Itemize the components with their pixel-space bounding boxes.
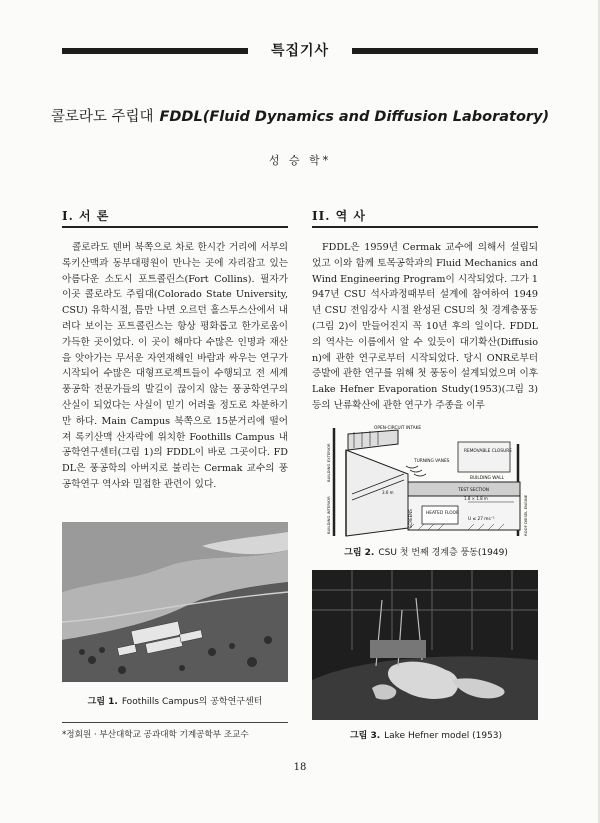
article-title	[40, 105, 560, 126]
figure-3-text: Lake Hefner model (1953)	[384, 731, 503, 741]
author-footnote: *정회원 · 부산대학교 공과대학 기계공학부 조교수	[62, 730, 249, 740]
figure-1-label: 그림 1.	[87, 697, 118, 707]
figure-1-caption	[62, 694, 288, 707]
lake-hefner-model-photo	[312, 570, 538, 720]
label-velocity: U ≤ 27 ms⁻¹	[468, 517, 495, 522]
section-heading-history: II. 역 사	[312, 209, 366, 223]
paragraph: 콜로라도 덴버 북쪽으로 차로 한시간 거리에 서부의 록키산맥과 동부대평원이 만나는 곳에 자리잡고 있는 아름다운 소도시 포트콜린스(Fort Collins). 필자가 이곳 콜로라도 주립대(Colorado State University, CSU) 유학시절, 틈만 나면 오르던 홀스투스산에서 내려다 보이는 포트콜린스는 항상 평화롭고 한가로움이 가득한 곳이었다. 이 곳이 해마다 수많은 인명과 재산을 앗아가는 무서운 자연재해인 바람과 싸우는 연구가 시작되어 수많은 대형프로젝트들이 수행되고 전 세계 풍공학 전문가들의 발길이 끊이지 않는 풍공학연구의 산실이 되었다는 사실이 믿기 어려울 정도로 차분하기만 하다. Main Campus 북쪽으로 15분거리에 떨어져 록키산맥 산자락에 위치한 Foothills Campus 내 공학연구센터(그림 1)의 FDDL이 바로 그곳이다. FDDL은 풍공학의 아버지로 불리는 Cermak 교수의 풍공학연구 역사와 밀접한 관련이 있다.	[62, 242, 288, 490]
section-body-history	[312, 240, 538, 414]
label-section-size: 1.8 × 1.8 m	[464, 496, 488, 501]
section-heading-intro: I. 서 론	[62, 209, 110, 223]
label-heated-floor: HEATED FLOOR	[426, 511, 460, 516]
figure-2-caption	[312, 545, 540, 558]
author: 성 승 학*	[268, 154, 332, 167]
footnote-rule	[62, 722, 288, 723]
figure-1-text: Foothills Campus의 공학연구센터	[121, 697, 263, 707]
label-test-section: TEST SECTION	[458, 488, 489, 493]
wind-tunnel-drawing	[318, 424, 540, 540]
title-english: FDDL(Fluid Dynamics and Diffusion Laboratory)	[159, 109, 550, 125]
foothills-campus-photo	[62, 522, 288, 682]
figure-3-caption	[312, 728, 540, 741]
page-number: 18	[293, 762, 307, 773]
label-screens: SCREENS	[408, 509, 413, 528]
label-turning-vanes: TURNING VANES	[414, 459, 450, 464]
model-photo	[312, 570, 538, 720]
section-label: 특집기사	[248, 40, 352, 62]
section-heading-rule	[62, 226, 288, 228]
paragraph: FDDL은 1959년 Cermak 교수에 의해서 설립되었고 이와 함께 토목공학과의 Fluid Mechanics and Wind Engineering Program이 시작되었다. 그가 1947년 CSU 석사과정때부터 설계에 참여하여 1949년 CSU 전임강사 시절 완성된 CSU의 첫 경계층풍동(그림 2)이 만들어진지 꼭 10년 후의 일이다. FDDL의 역사는 이름에서 알 수 있듯이 대기확산(Diffusion)에 관한 연구로부터 시작되었다. 당시 ONR로부터 증발에 관한 연구를 위해 첫 풍동이 설계되었으며 이후 Lake Hefner Evaporation Study(1953)(그림 3) 등의 난류확산에 관한 연구가 주종을 이루	[312, 242, 538, 411]
section-body-intro	[62, 240, 288, 493]
label-removable-closure: REMOVABLE CLOSURE	[464, 449, 512, 454]
label-building-interior: BUILDING INTERIOR	[326, 496, 331, 534]
label-open-circuit-intake: OPEN-CIRCUIT INTAKE	[374, 426, 422, 431]
aerial-photo	[62, 522, 288, 682]
figure-2-text: CSU 첫 번째 경계층 풍동(1949)	[378, 548, 508, 558]
wind-tunnel-diagram	[318, 424, 540, 540]
figure-3-label: 그림 3.	[349, 731, 381, 741]
label-building-exterior: BUILDING EXTERIOR	[326, 443, 331, 482]
section-heading-rule	[312, 226, 538, 228]
label-roof-diesel-engine: ROOF DIESEL ENGINE	[523, 494, 528, 536]
title-korean: 콜로라도 주립대	[50, 109, 154, 125]
figure-2-label: 그림 2.	[344, 548, 375, 558]
label-building-wall: BUILDING WALL	[470, 476, 504, 481]
label-length: 3.6 m	[382, 490, 394, 495]
